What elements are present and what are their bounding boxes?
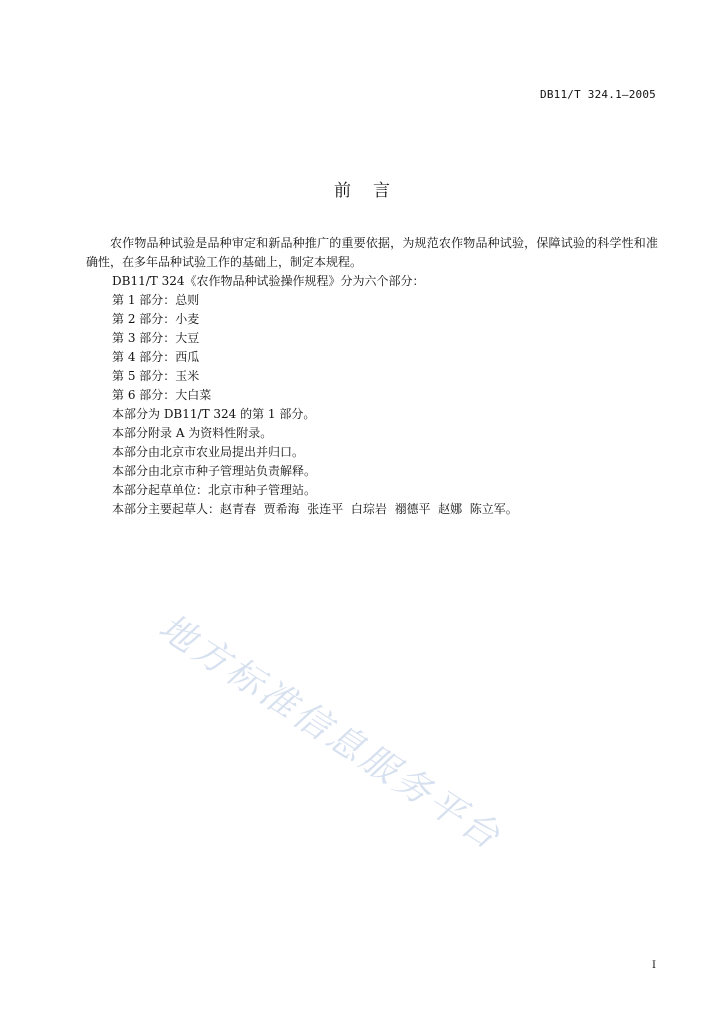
- watermark-text: 地方标准信息服务平台: [151, 606, 510, 859]
- list-item: 第 3 部分：大豆: [112, 331, 200, 345]
- foreword-body: [88, 234, 658, 519]
- list-item: 本部分附录 A 为资料性附录。: [112, 426, 273, 440]
- list-item: 本部分由北京市农业局提出并归口。: [112, 445, 305, 459]
- intro-paragraph: 农作物品种试验是品种审定和新品种推广的重要依据，为规范农作物品种试验，保障试验的科学性和准确性，在多年品种试验工作的基础上，制定本规程。: [86, 236, 658, 269]
- list-item: 第 2 部分：小麦: [112, 312, 200, 326]
- list-item: 本部分为 DB11/T 324 的第 1 部分。: [112, 407, 316, 421]
- list-item: 第 5 部分：玉米: [112, 369, 200, 383]
- list-item: 本部分起草单位：北京市种子管理站。: [112, 483, 317, 497]
- list-item: 本部分由北京市种子管理站负责解释。: [112, 464, 317, 478]
- page-number: I: [652, 960, 656, 971]
- list-item: 第 4 部分：西瓜: [112, 350, 200, 364]
- list-item: 本部分主要起草人：赵青春 贾希海 张连平 白琮岩 禤德平 赵娜 陈立军。: [112, 502, 518, 516]
- page-title: 前言: [334, 181, 412, 201]
- document-code: DB11/T 324.1—2005: [540, 88, 656, 101]
- list-item: 第 1 部分：总则: [112, 293, 200, 307]
- list-item: DB11/T 324《农作物品种试验操作规程》分为六个部分：: [112, 274, 425, 288]
- list-item: 第 6 部分：大白菜: [112, 388, 212, 402]
